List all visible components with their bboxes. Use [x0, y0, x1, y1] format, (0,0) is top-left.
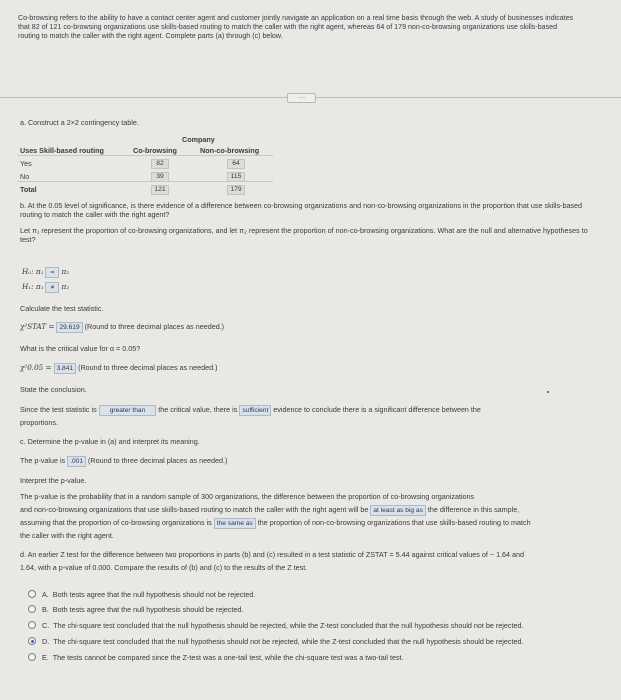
h1-rhs: π₂ [61, 282, 70, 291]
h1-operator[interactable]: ≠ [45, 282, 59, 293]
interp-3-post: the proportion of non-co-browsing organizations that use skills-based routing to match [257, 518, 531, 527]
hypothesis-definition: Let π₁ represent the proportion of co-browsing organizations, and let π₂ represent the proportion of non-co-browsing organizations. What are the null and alternative hypotheses to test? [20, 226, 588, 244]
conclusion-post: evidence to conclude there is a significant difference between the [273, 405, 481, 414]
option-e-text: The tests cannot be compared since the Z-test was a one-tail test, while the chi-square test was a two-tail test. [52, 653, 404, 662]
part-b-question: b. At the 0.05 level of significance, is there evidence of a difference between co-browsing organizations and non-co-browsing organizations in the proportion that use skills-based routing to match the caller with the right agent? [20, 201, 583, 219]
intro-text: Co-browsing refers to the ability to have a contact center agent and customer jointly navigate an application on a real time basis through the web. A study of businesses indicates that 82 of 121 co-browsing organizations use skills-based routing to match the caller with the right agent, whereas 64 of 179 non-co-browsing organizations use skills-based routing to match the caller with the right agent. Complete parts (a) through (c) below. [18, 14, 574, 40]
option-a-text: Both tests agree that the null hypothesis should not be rejected. [52, 590, 256, 599]
decorative-dot [547, 391, 549, 393]
part-d-question-1: d. An earlier Z test for the difference between two proportions in parts (b) and (c) resulted in a test statistic of ZSTAT = 5.44 against critical values of − 1.64 and [20, 550, 525, 559]
h0-row [22, 267, 69, 278]
cell-no-non: 115 [227, 171, 245, 182]
cell-total-non: 179 [227, 184, 245, 195]
cell-total-co: 121 [151, 184, 169, 195]
crit-symbol: χ²0.05 = [20, 363, 52, 372]
cell-yes-non: 64 [227, 158, 245, 169]
crit-row [20, 363, 218, 374]
interp-line-3 [20, 518, 531, 529]
conclusion-pre: Since the test statistic is [20, 405, 97, 414]
part-c-question: c. Determine the p-value in (a) and interpret its meaning. [20, 437, 200, 446]
stat-note: (Round to three decimal places as needed.) [84, 322, 225, 331]
part-d-question-2: 1.64, with a p-value of 0.000. Compare the results of (b) and (c) to the results of the Z test. [20, 563, 308, 572]
row-yes-label: Yes [20, 159, 32, 168]
h1-label: H₁: π₁ [22, 282, 44, 291]
h1-row [22, 282, 69, 293]
option-d-text: The chi-square test concluded that the null hypothesis should not be rejected, while the Z-test concluded that the null hypothesis should be rejected. [53, 637, 524, 646]
option-e[interactable]: E. The tests cannot be compared since the Z-test was a one-tail test, while the chi-square test was a two-tail test. [28, 653, 404, 662]
radio-icon[interactable] [28, 653, 36, 661]
interp-line-4: the caller with the right agent. [20, 531, 114, 540]
interp-select-size[interactable]: at least as big as [370, 505, 425, 516]
state-label: State the conclusion. [20, 385, 87, 394]
interp-2-pre: and non-co-browsing organizations that use skills-based routing to match the caller with the right agent will be [20, 505, 369, 514]
cell-yes-co: 82 [151, 158, 169, 169]
part-a-label: a. Construct a 2×2 contingency table. [20, 118, 139, 127]
pvalue-input[interactable]: .001 [67, 456, 86, 467]
table-total-rule [18, 181, 273, 182]
stat-input[interactable]: 29.619 [56, 322, 82, 333]
crit-input[interactable]: 3.841 [54, 363, 77, 374]
h0-rhs: π₂ [61, 267, 70, 276]
conclusion-mid: the critical value, there is [158, 405, 238, 414]
col-header-co-browsing: Co-browsing [133, 146, 177, 155]
expand-more-button[interactable]: ····· [287, 93, 316, 103]
conclusion-select-comparison[interactable]: greater than [99, 405, 157, 416]
radio-icon[interactable] [28, 590, 36, 598]
conclusion-select-evidence[interactable]: sufficient [239, 405, 271, 416]
option-d[interactable]: D. The chi-square test concluded that the null hypothesis should not be rejected, while the Z-test concluded that the null hypothesis should be rejected. [28, 637, 523, 646]
cell-no-co: 39 [151, 171, 169, 182]
pvalue-row [20, 456, 227, 467]
company-header: Company [182, 135, 215, 144]
option-c-text: The chi-square test concluded that the null hypothesis should be rejected, while the Z-test concluded that the null hypothesis should not be rejected. [53, 621, 524, 630]
interp-line-1: The p-value is the probability that in a random sample of 300 organizations, the difference between the proportion of co-browsing organizations [20, 492, 475, 501]
calc-label: Calculate the test statistic. [20, 304, 104, 313]
interp-3-pre: assuming that the proportion of co-browsing organizations is [20, 518, 212, 527]
stat-row [20, 322, 224, 333]
h0-operator[interactable]: = [45, 267, 59, 278]
stat-symbol: χ²STAT = [20, 322, 55, 331]
col-header-non-co-browsing: Non-co-browsing [200, 146, 260, 155]
interp-line-2 [20, 505, 519, 516]
pvalue-note: (Round to three decimal places as needed.) [88, 456, 228, 465]
radio-icon[interactable] [28, 605, 36, 613]
option-b[interactable]: B. Both tests agree that the null hypothesis should be rejected. [28, 605, 243, 614]
option-b-text: Both tests agree that the null hypothesis should be rejected. [52, 605, 244, 614]
radio-selected-icon[interactable] [28, 637, 36, 645]
conclusion-row [20, 405, 481, 416]
interpret-label: Interpret the p-value. [20, 476, 87, 485]
interp-select-equality[interactable]: the same as [214, 518, 256, 529]
row-no-label: No [20, 172, 30, 181]
row-header: Uses Skill-based routing [20, 146, 104, 155]
pvalue-pre: The p-value is [20, 456, 66, 465]
table-header-rule [18, 155, 273, 156]
conclusion-end: proportions. [20, 418, 58, 427]
crit-note: (Round to three decimal places as needed.) [78, 363, 218, 372]
radio-icon[interactable] [28, 621, 36, 629]
interp-2-post: the difference in this sample, [427, 505, 520, 514]
option-c[interactable]: C. The chi-square test concluded that the null hypothesis should be rejected, while the Z-test concluded that the null hypothesis should not be rejected. [28, 621, 523, 630]
crit-question: What is the critical value for α = 0.05? [20, 344, 141, 353]
row-total-label: Total [20, 185, 37, 194]
option-a[interactable]: A. Both tests agree that the null hypothesis should not be rejected. [28, 590, 255, 599]
h0-label: H₀: π₁ [22, 267, 44, 276]
